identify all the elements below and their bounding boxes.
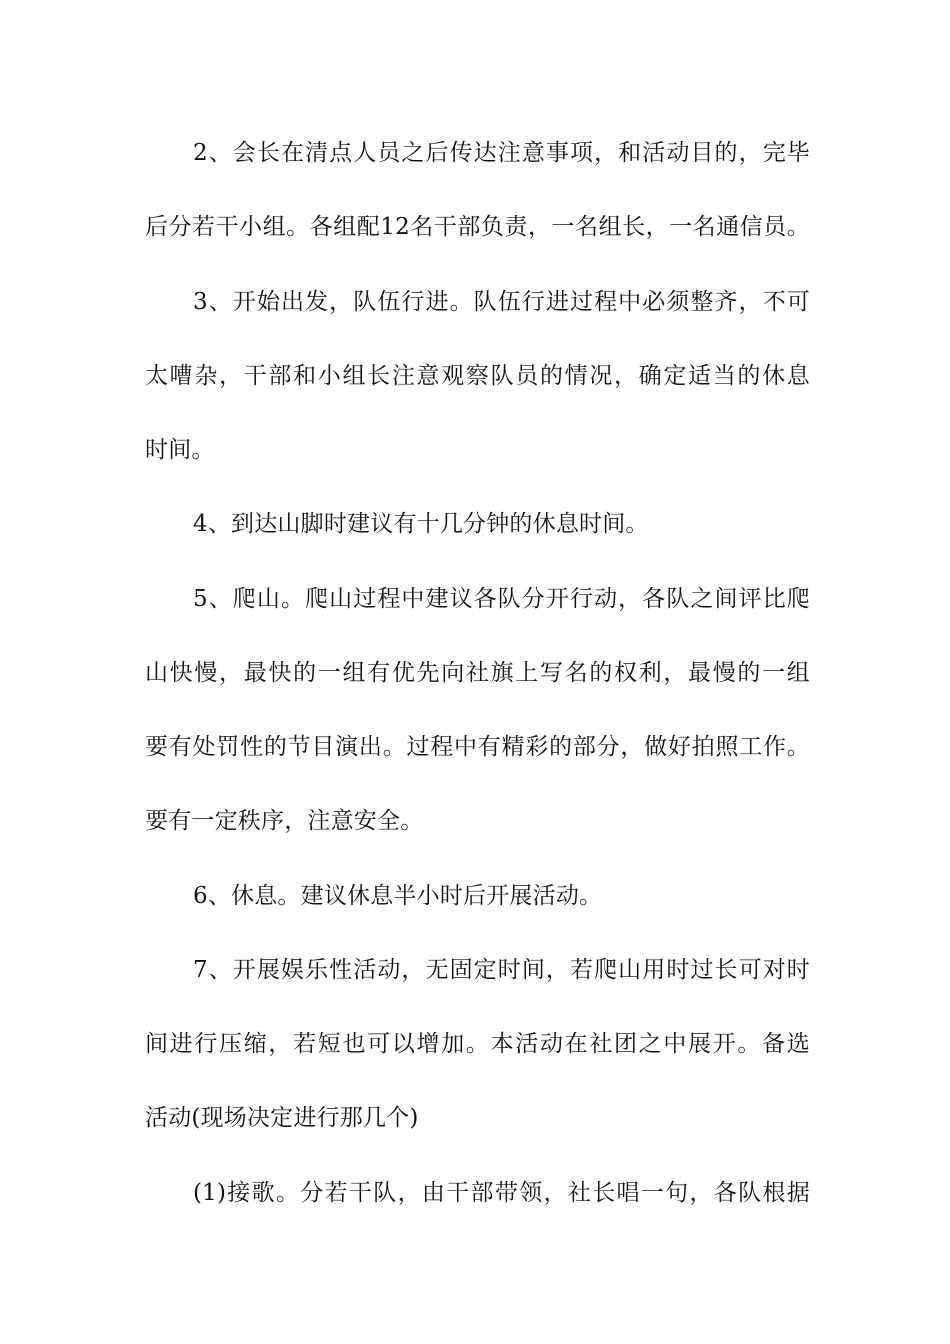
paragraph-8-line-1: (1)接歌。分若干队，由干部带领，社长唱一句，各队根据 xyxy=(193,1180,810,1206)
paragraph-5-line-4: 要有一定秩序，注意安全。 xyxy=(145,808,424,834)
paragraph-7-line-1: 7、开展娱乐性活动，无固定时间，若爬山用时过长可对时 xyxy=(193,957,810,983)
paragraph-3-line-1: 3、开始出发，队伍行进。队伍行进过程中必须整齐，不可 xyxy=(193,289,810,315)
paragraph-7-line-3: 活动(现场决定进行那几个) xyxy=(145,1105,419,1131)
paragraph-7-line-2: 间进行压缩，若短也可以增加。本活动在社团之中展开。备选 xyxy=(145,1031,810,1057)
paragraph-2-line-1: 2、会长在清点人员之后传达注意事项，和活动目的，完毕 xyxy=(193,140,810,166)
paragraph-5-line-1: 5、爬山。爬山过程中建议各队分开行动，各队之间评比爬 xyxy=(193,586,810,612)
paragraph-6-line-1: 6、休息。建议休息半小时后开展活动。 xyxy=(193,883,603,909)
paragraph-3-line-2: 太嘈杂，干部和小组长注意观察队员的情况，确定适当的休息 xyxy=(145,363,810,389)
paragraph-5-line-3: 要有处罚性的节目演出。过程中有精彩的部分，做好拍照工作。 xyxy=(145,734,810,760)
paragraph-5-line-2: 山快慢，最快的一组有优先向社旗上写名的权利，最慢的一组 xyxy=(145,660,810,686)
paragraph-4-line-1: 4、到达山脚时建议有十几分钟的休息时间。 xyxy=(193,511,649,537)
paragraph-2-line-2: 后分若干小组。各组配12名干部负责，一名组长，一名通信员。 xyxy=(145,214,810,240)
paragraph-3-line-3: 时间。 xyxy=(145,437,215,463)
